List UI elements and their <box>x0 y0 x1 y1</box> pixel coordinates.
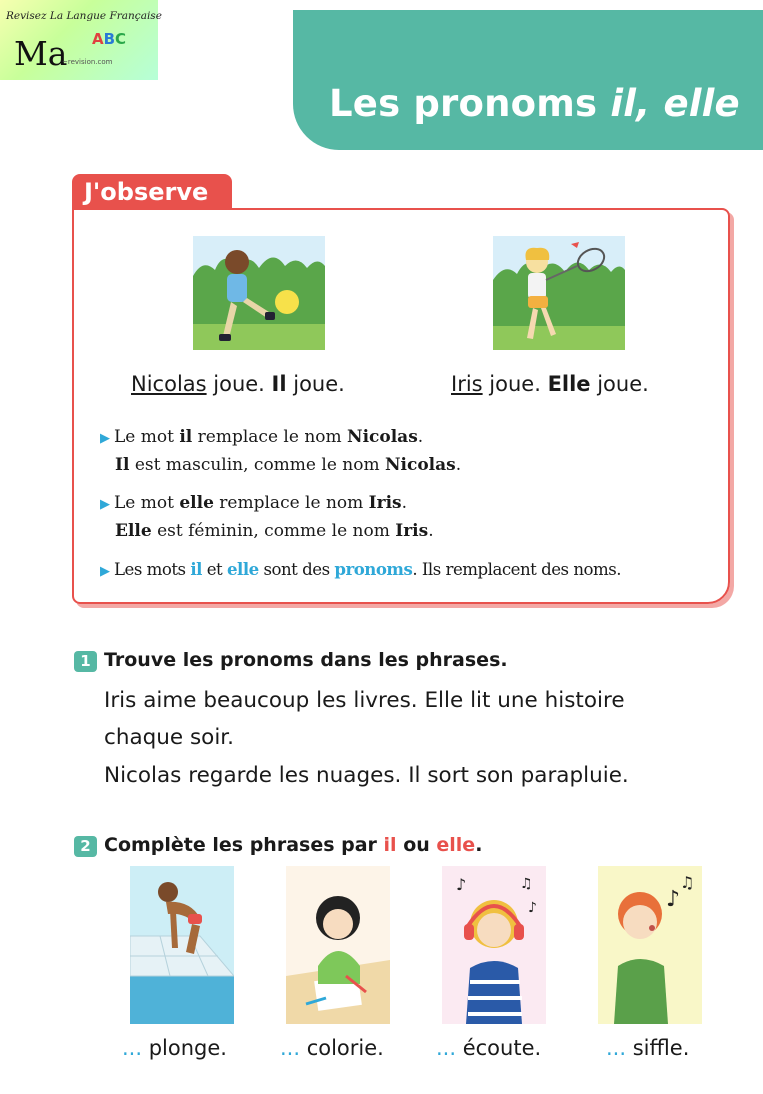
rule-text: . <box>428 521 434 541</box>
rule-text: remplace le nom <box>213 493 369 513</box>
svg-text:♪: ♪ <box>528 900 537 916</box>
logo-tagline: Revisez La Langue Française <box>6 10 162 22</box>
rule-text: remplace le nom <box>192 427 348 447</box>
rule-elle <box>100 490 434 545</box>
svg-text:♫: ♫ <box>680 873 695 892</box>
exercise-1-text <box>104 682 625 756</box>
page-title <box>329 82 740 125</box>
rule-text: est masculin, comme le nom <box>129 455 385 475</box>
rule-text-bold: Il <box>115 455 130 475</box>
caption-nicolas <box>131 372 345 396</box>
svg-text:♫: ♫ <box>520 876 533 892</box>
rule-text-bold: Iris <box>368 493 402 513</box>
blank-placeholder: ... <box>606 1036 627 1060</box>
caption-end: joue. <box>590 372 649 396</box>
caption-noun: Nicolas <box>131 372 207 396</box>
exercise-1-line: chaque soir. <box>104 725 234 750</box>
sentence-verb: écoute. <box>456 1036 542 1060</box>
illustration-iris-badminton <box>493 236 625 350</box>
title-banner <box>293 10 763 150</box>
exercise-1-line: Iris aime beaucoup les livres. Elle lit une histoire <box>104 688 625 713</box>
logo-small-text: ~revision.com <box>62 58 113 66</box>
exercise-1-line: Nicolas regarde les nuages. Il sort son parapluie. <box>104 763 629 788</box>
observe-tab: J'observe <box>72 174 232 210</box>
blank-placeholder: ... <box>122 1036 143 1060</box>
rule-text: . <box>417 427 424 447</box>
rule-text-highlight: pronoms <box>334 559 413 579</box>
rule-text-bold: Elle <box>115 521 152 541</box>
caption-iris <box>451 372 649 396</box>
illustration-boy-whistling <box>598 866 702 1024</box>
sentence-verb: plonge. <box>142 1036 227 1060</box>
rule-pronoms <box>100 556 621 585</box>
logo-main-text: Ma <box>14 34 68 73</box>
sentence-verb: colorie. <box>300 1036 384 1060</box>
illustration-girl-headphones <box>442 866 546 1024</box>
rule-text-bold: Iris <box>395 521 429 541</box>
rule-text: sont des <box>258 560 335 579</box>
caption-noun: Iris <box>451 372 483 396</box>
title-prefix: Les pronoms <box>329 82 611 125</box>
title-word-il: il <box>610 82 637 125</box>
rule-il <box>100 424 461 479</box>
rule-text: Les mots <box>114 560 191 579</box>
rule-text-bold: elle <box>179 493 214 513</box>
caption-pronoun: Il <box>271 372 287 396</box>
caption-verb: joue. <box>206 372 272 396</box>
caption-end: joue. <box>286 372 345 396</box>
sentence-verb: siffle. <box>626 1036 690 1060</box>
logo-letter-b: B <box>103 30 116 48</box>
rule-text: est féminin, comme le nom <box>151 521 396 541</box>
exercise-2-title-text: Complète les phrases par <box>104 834 384 856</box>
fill-in-sentence <box>436 1036 541 1060</box>
rule-text-highlight: il <box>190 559 202 579</box>
rule-text-bold: Nicolas <box>347 427 418 447</box>
title-separator: , <box>636 82 664 125</box>
illustration-nicolas-football <box>193 236 325 350</box>
caption-pronoun: Elle <box>547 372 591 396</box>
rule-text-bold: il <box>179 427 193 447</box>
bullet-arrow-icon: ▶ <box>100 564 110 579</box>
exercise-number-2: 2 <box>74 836 97 857</box>
fill-in-sentence <box>122 1036 227 1060</box>
rule-text: Le mot <box>114 427 180 447</box>
svg-text:♪: ♪ <box>666 887 681 912</box>
fill-in-sentence <box>280 1036 384 1060</box>
blank-placeholder: ... <box>436 1036 457 1060</box>
exercise-2-title-il: il <box>383 834 397 856</box>
logo-letter-a: A <box>92 30 104 48</box>
rule-text: . <box>401 493 408 513</box>
exercise-2-title <box>104 834 482 856</box>
rule-text-highlight: elle <box>226 559 259 579</box>
svg-text:♪: ♪ <box>456 875 467 894</box>
site-logo <box>0 0 162 80</box>
fill-in-sentence <box>606 1036 689 1060</box>
logo-letter-c: C <box>115 30 127 48</box>
rule-text-bold: Nicolas <box>385 455 456 475</box>
exercise-1-title: Trouve les pronoms dans les phrases. <box>104 649 508 671</box>
rule-text: . <box>455 455 462 475</box>
caption-verb: joue. <box>482 372 548 396</box>
logo-abc <box>92 30 126 48</box>
rule-text: et <box>201 560 227 579</box>
exercise-2-title-text: . <box>475 834 483 856</box>
title-word-elle: elle <box>663 82 740 125</box>
exercise-2-title-elle: elle <box>436 834 476 856</box>
bullet-arrow-icon: ▶ <box>100 431 110 446</box>
rule-text: Le mot <box>114 493 180 513</box>
exercise-2-title-text: ou <box>396 834 437 856</box>
rule-text: . Ils remplacent des noms. <box>412 560 622 579</box>
illustration-boy-diving <box>130 866 234 1024</box>
bullet-arrow-icon: ▶ <box>100 497 110 512</box>
exercise-number-1: 1 <box>74 651 97 672</box>
illustration-girl-coloring <box>286 866 390 1024</box>
blank-placeholder: ... <box>280 1036 301 1060</box>
